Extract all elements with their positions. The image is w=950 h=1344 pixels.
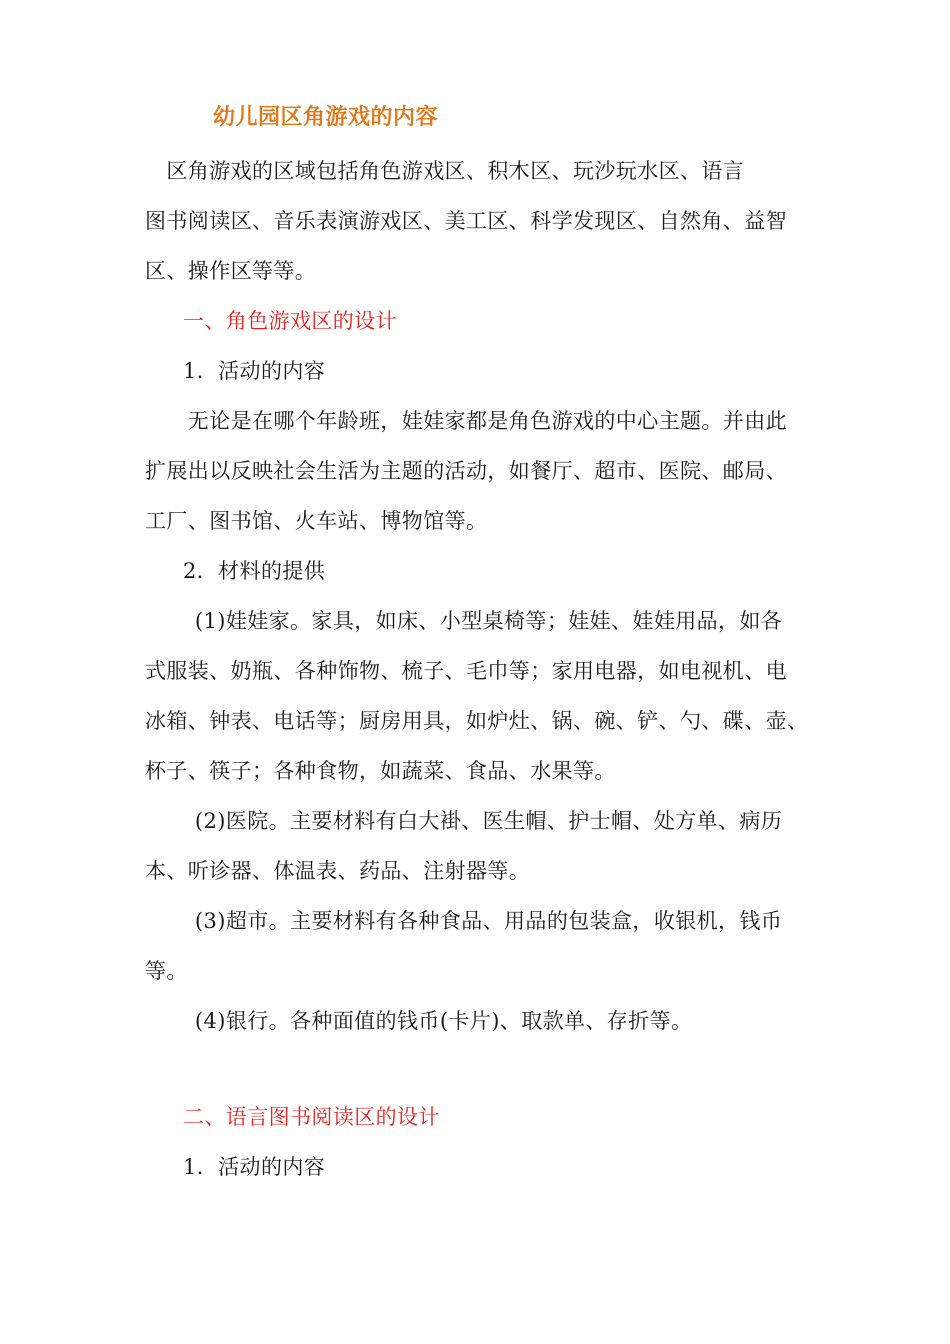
paragraph-line: 等。 — [145, 959, 188, 983]
materials-item-doll-house — [145, 596, 835, 796]
paragraph-line: 工厂、图书馆、火车站、博物馆等。 — [145, 509, 488, 533]
intro-paragraph — [145, 146, 835, 296]
materials-item-bank — [145, 996, 835, 1046]
paragraph-line: 本、听诊器、体温表、药品、注射器等。 — [145, 859, 531, 883]
section1-content-paragraph — [145, 396, 835, 546]
paragraph-line: 式服装、奶瓶、各种饰物、梳子、毛巾等；家用电器，如电视机、电 — [145, 659, 787, 683]
document-title: 幼儿园区角游戏的内容 — [213, 105, 439, 130]
section2-subheading-content: 1．活动的内容 — [183, 1155, 326, 1179]
paragraph-line: 冰箱、钟表、电话等；厨房用具，如炉灶、锅、碗、铲、勺、碟、壶、 — [145, 709, 809, 733]
materials-item-hospital — [145, 796, 835, 896]
section1-subheading-materials: 2．材料的提供 — [183, 559, 326, 583]
paragraph-line: 杯子、筷子；各种食物，如蔬菜、食品、水果等。 — [145, 759, 616, 783]
paragraph-line: 无论是在哪个年龄班，娃娃家都是角色游戏的中心主题。并由此 — [145, 409, 787, 433]
section1-heading: 一、角色游戏区的设计 — [183, 309, 397, 333]
intro-line: 区角游戏的区域包括角色游戏区、积木区、玩沙玩水区、语言 — [145, 159, 745, 183]
intro-line: 区、操作区等等。 — [145, 259, 317, 283]
paragraph-line: (3)超市。主要材料有各种食品、用品的包装盒，收银机，钱币 — [145, 909, 783, 933]
section1-subheading-content: 1．活动的内容 — [183, 359, 326, 383]
paragraph-line: (1)娃娃家。家具，如床、小型桌椅等；娃娃、娃娃用品，如各 — [145, 609, 783, 633]
paragraph-line: (4)银行。各种面值的钱币(卡片)、取款单、存折等。 — [145, 1009, 693, 1033]
section2-heading: 二、语言图书阅读区的设计 — [183, 1105, 440, 1129]
intro-line: 图书阅读区、音乐表演游戏区、美工区、科学发现区、自然角、益智 — [145, 209, 787, 233]
materials-item-supermarket — [145, 896, 835, 996]
paragraph-line: 扩展出以反映社会生活为主题的活动，如餐厅、超市、医院、邮局、 — [145, 459, 787, 483]
paragraph-line: (2)医院。主要材料有白大褂、医生帽、护士帽、处方单、病历 — [145, 809, 783, 833]
